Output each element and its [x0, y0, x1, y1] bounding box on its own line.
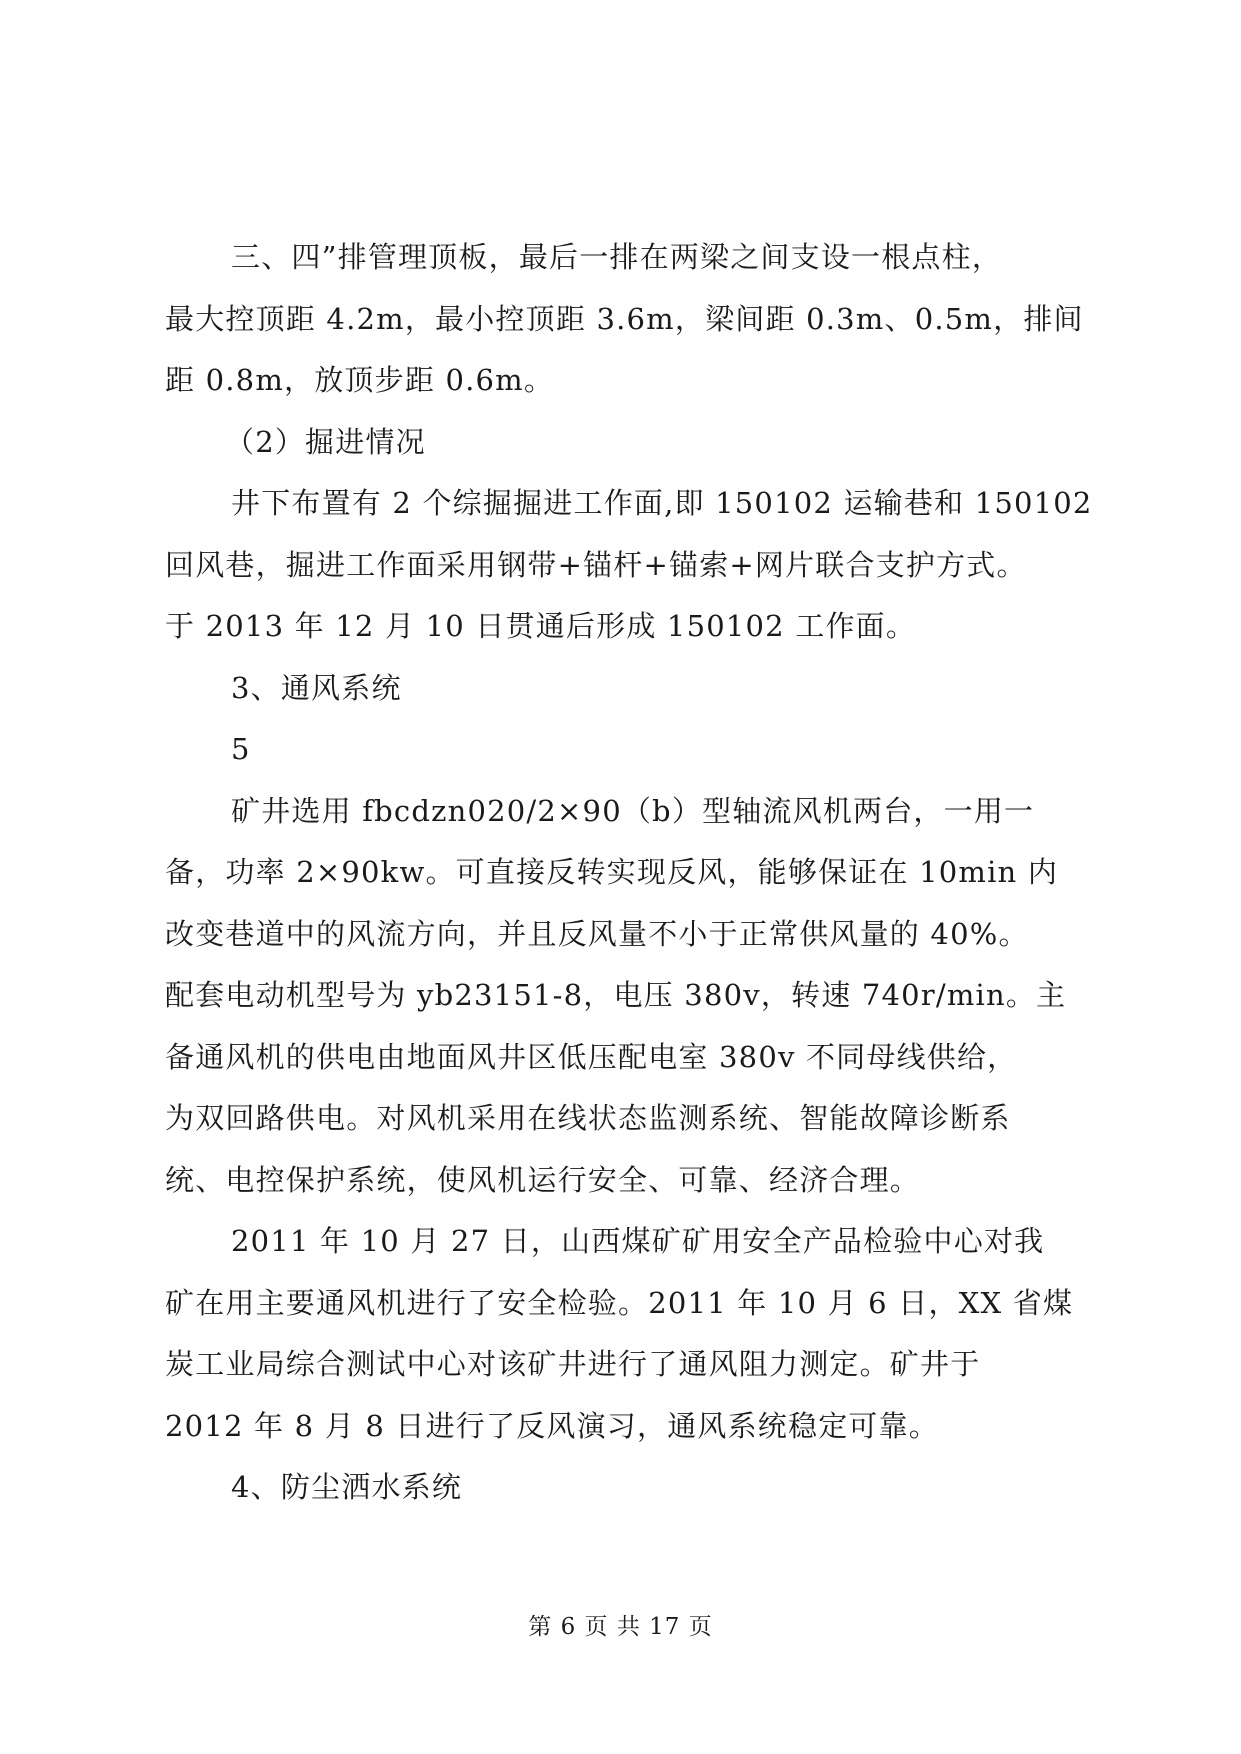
text-line: 井下布置有 2 个综掘掘进工作面,即 150102 运输巷和 150102 [231, 486, 1093, 520]
text-line: 2012 年 8 月 8 日进行了反风演习，通风系统稳定可靠。 [165, 1408, 939, 1443]
subsection-heading: （2）掘进情况 [225, 424, 426, 459]
text-line: 备，功率 2×90kw。可直接反转实现反风，能够保证在 10min 内 [165, 855, 1059, 889]
document-body [165, 227, 1093, 1519]
text-line: 矿在用主要通风机进行了安全检验。2011 年 10 月 6 日，XX 省煤 [165, 1285, 1074, 1320]
text-line: 于 2013 年 12 月 10 日贯通后形成 150102 工作面。 [165, 609, 917, 643]
text-line: 炭工业局综合测试中心对该矿井进行了通风阻力测定。矿井于 [165, 1347, 981, 1381]
section-heading: 4、防尘洒水系统 [231, 1470, 463, 1504]
text-line: 2011 年 10 月 27 日，山西煤矿矿用安全产品检验中心对我 [231, 1224, 1045, 1258]
text-line: 配套电动机型号为 yb23151-8，电压 380v，转速 740r/min。主 [165, 978, 1067, 1012]
text-line: 距 0.8m，放顶步距 0.6m。 [165, 363, 555, 397]
text-line: 最大控顶距 4.2m，最小控顶距 3.6m，梁间距 0.3m、0.5m，排间 [165, 301, 1084, 336]
text-line: 改变巷道中的风流方向，并且反风量不小于正常供风量的 40%。 [165, 916, 1029, 951]
section-heading: 3、通风系统 [231, 670, 402, 705]
text-line: 5 [231, 732, 251, 766]
page-number-footer: 第 6 页 共 17 页 [528, 1614, 713, 1640]
text-line: 备通风机的供电由地面风井区低压配电室 380v 不同母线供给， [165, 1039, 1018, 1074]
text-line: 三、四”排管理顶板，最后一排在两梁之间支设一根点柱， [231, 240, 1003, 274]
text-line: 矿井选用 fbcdzn020/2×90（b）型轴流风机两台，一用一 [231, 793, 1035, 828]
text-line: 回风巷，掘进工作面采用钢带+锚杆+锚索+网片联合支护方式。 [165, 547, 1027, 582]
text-line: 为双回路供电。对风机采用在线状态监测系统、智能故障诊断系 [165, 1101, 1011, 1135]
text-line: 统、电控保护系统，使风机运行安全、可靠、经济合理。 [165, 1162, 921, 1197]
